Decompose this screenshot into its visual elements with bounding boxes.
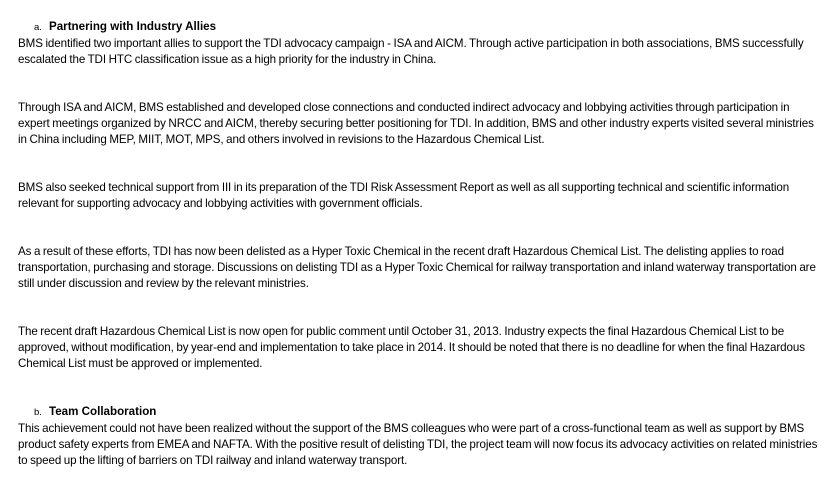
paragraph-public-comment: The recent draft Hazardous Chemical List is now open for public comment until October 31, 2013. Industry expects the final Hazardous Chemical List to be approved, without modification, by year-end and implementation to take place in 2014. It should be noted that there is no deadline for when the final Hazardous Chemical List must be approved or implemented. <box>18 325 805 370</box>
paragraph-allies: BMS identified two important allies to support the TDI advocacy campaign - ISA and AICM. Through active participation in both associations, BMS successfully escalated the TDI HTC classification issue as a high priority for the industry in China. <box>18 37 804 66</box>
section-heading-a <box>34 19 837 36</box>
section-title-b: Team Collaboration <box>49 405 157 418</box>
section-marker-a: a. <box>34 22 42 33</box>
paragraph-delisting-result: As a result of these efforts, TDI has now been delisted as a Hyper Toxic Chemical in the recent draft Hazardous Chemical List. The delisting applies to road transportation, purchasing and storage. Discussions on delisting TDI as a Hyper Toxic Chemical for railway transportation and inland waterway transportation are still under discussion and review by the relevant ministries. <box>18 245 816 290</box>
section-heading-b <box>34 404 837 421</box>
section-title-a: Partnering with Industry Allies <box>49 20 217 33</box>
section-marker-b: b. <box>34 407 42 418</box>
paragraph-technical-support: BMS also seeked technical support from III in its preparation of the TDI Risk Assessment Report as well as all supporting technical and scientific information relevant for supporting advocacy and lobbying activities with government officials. <box>18 181 790 210</box>
paragraph-team-collaboration: This achievement could not have been realized without the support of the BMS colleagues who were part of a cross-functional team as well as support by BMS product safety experts from EMEA and NAFTA. With the positive result of delisting TDI, the project team will now focus its advocacy activities on related ministries to speed up the lifting of barriers on TDI railway and inland waterway transport. <box>18 422 818 467</box>
paragraph-connections: Through ISA and AICM, BMS established and developed close connections and conducted indirect advocacy and lobbying activities through participation in expert meetings organized by NRCC and AICM, thereby securing better positioning for TDI. In addition, BMS and other industry experts visited several ministries in China including MEP, MIIT, MOT, MPS, and others involved in revisions to the Hazardous Chemical List. <box>18 101 814 146</box>
